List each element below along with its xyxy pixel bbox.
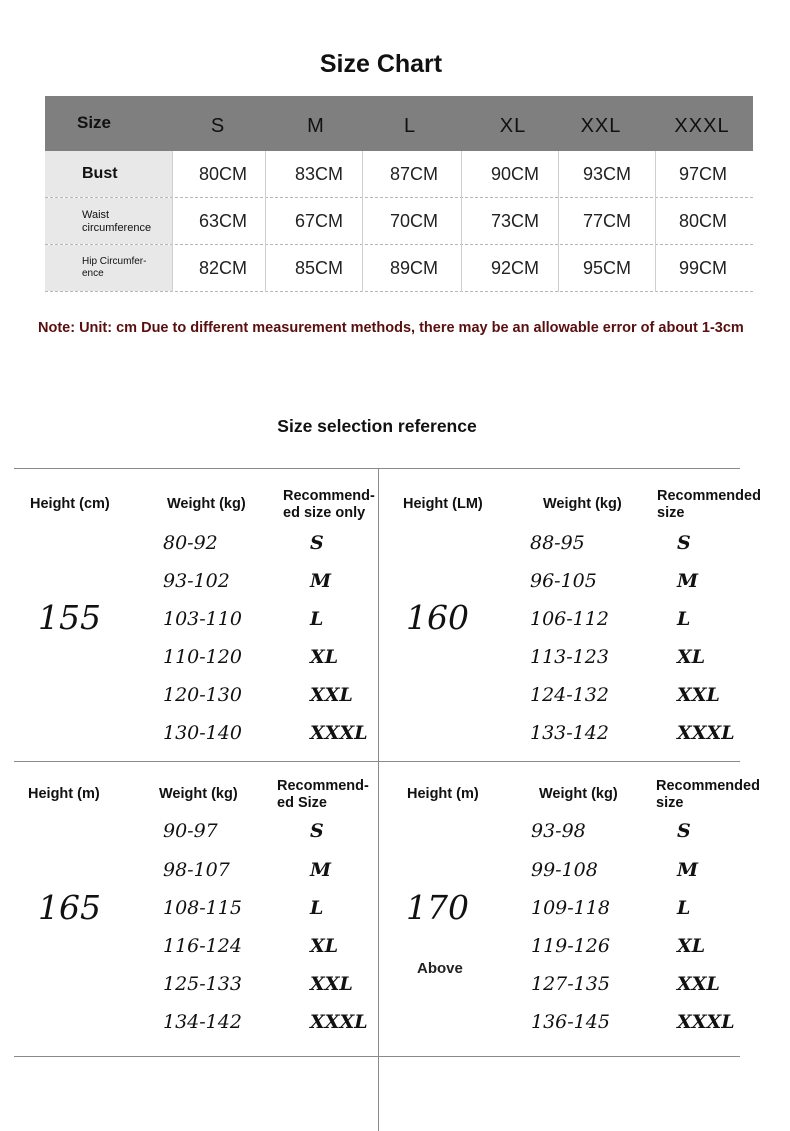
recommended-size: XXXL [310,1011,368,1033]
recommended-size: XXXL [677,1011,735,1033]
recommended-size: XL [677,646,706,668]
weight-range: 98-107 [163,859,230,881]
table-cell: 95CM [582,258,631,278]
recommended-size: M [677,570,699,592]
weight-range: 110-120 [163,646,242,668]
table-cell: 80CM [678,211,727,231]
table-cell: 87CM [389,164,438,184]
weight-range: 124-132 [530,684,609,706]
table-cell: 83CM [294,164,343,184]
weight-range: 120-130 [163,684,242,706]
row-label-cell [45,245,172,291]
recommended-size: XL [677,935,706,957]
size-chart-table [45,96,753,292]
weight-range: 113-123 [530,646,609,668]
row-label: Bust [82,165,118,182]
column-divider [461,151,462,292]
table-cell: 77CM [582,211,631,231]
weight-header: Weight (kg) [167,496,246,512]
weight-range: 88-95 [530,532,585,554]
recommended-size: XXXL [677,722,735,744]
column-divider [172,151,173,292]
recommended-size: XXXL [310,722,368,744]
height-value: 160 [406,598,469,637]
weight-header: Weight (kg) [543,496,622,512]
weight-header: Weight (kg) [539,786,618,802]
recommended-header: Recommend-ed Size [277,778,369,812]
row-label: Waist circumference [82,209,152,234]
column-divider [558,151,559,292]
table-cell: 97CM [678,164,727,184]
row-label: Hip Circumfer-ence [82,256,147,279]
weight-range: 134-142 [163,1011,242,1033]
recommended-size: M [310,570,332,592]
divider [378,469,379,1131]
weight-range: 125-133 [163,973,242,995]
weight-range: 80-92 [163,532,218,554]
column-divider [362,151,363,292]
column-divider [655,151,656,292]
weight-range: 106-112 [530,608,609,630]
weight-range: 93-102 [163,570,230,592]
recommended-size: XXL [310,684,353,706]
table-cell: 82CM [198,258,247,278]
size-header: L [403,115,417,137]
table-cell: 63CM [198,211,247,231]
weight-range: 130-140 [163,722,242,744]
size-chart-header-row [45,96,753,151]
weight-range: 116-124 [163,935,242,957]
table-row [45,198,753,245]
row-label-cell [45,198,172,244]
height-value: 155 [38,598,101,637]
table-cell: 70CM [389,211,438,231]
table-cell: 99CM [678,258,727,278]
height-header: Height (LM) [403,496,483,512]
height-value: 165 [38,888,101,927]
weight-header: Weight (kg) [159,786,238,802]
table-cell: 73CM [490,211,539,231]
recommended-size: XXL [677,973,720,995]
weight-range: 99-108 [531,859,598,881]
table-cell: 80CM [198,164,247,184]
weight-range: 136-145 [531,1011,610,1033]
size-header: XXXL [674,115,730,137]
recommended-size: L [677,608,691,630]
divider [14,1056,740,1057]
weight-range: 90-97 [163,820,218,842]
weight-range: 93-98 [531,820,586,842]
table-cell: 85CM [294,258,343,278]
height-note: Above [417,960,463,977]
weight-range: 103-110 [163,608,242,630]
recommended-size: M [677,859,699,881]
table-row [45,151,753,198]
size-column-label: Size [77,113,112,132]
size-header: XXL [580,115,622,137]
weight-range: 96-105 [530,570,597,592]
recommended-size: XL [310,646,339,668]
height-header: Height (m) [407,786,479,802]
recommended-size: S [310,820,324,842]
recommended-size: XXL [310,973,353,995]
recommended-size: XXL [677,684,720,706]
recommended-size: S [310,532,324,554]
size-header: S [210,115,226,137]
recommended-size: M [310,859,332,881]
weight-range: 127-135 [531,973,610,995]
table-row [45,245,753,292]
recommended-size: XL [310,935,339,957]
measurement-note: Note: Unit: cm Due to different measurement methods, there may be an allowable error of about 1-3cm [38,320,744,336]
divider [14,761,740,762]
table-cell: 90CM [490,164,539,184]
recommended-header: Recommended size [656,778,760,812]
size-header: XL [499,115,527,137]
height-header: Height (m) [28,786,100,802]
size-header: M [307,115,325,137]
divider [14,468,740,469]
weight-range: 108-115 [163,897,242,919]
recommended-header: Recommended size [657,488,761,522]
weight-range: 133-142 [530,722,609,744]
table-cell: 93CM [582,164,631,184]
recommended-size: L [310,608,324,630]
table-cell: 67CM [294,211,343,231]
page-title: Size Chart [319,50,443,78]
recommended-size: L [677,897,691,919]
row-label-cell [45,151,172,197]
weight-range: 119-126 [531,935,610,957]
recommended-size: L [310,897,324,919]
recommended-header: Recommend-ed size only [283,488,375,522]
table-cell: 92CM [490,258,539,278]
weight-range: 109-118 [531,897,610,919]
height-value: 170 [406,888,469,927]
section-title: Size selection reference [277,416,477,436]
column-divider [265,151,266,292]
recommended-size: S [677,820,691,842]
table-cell: 89CM [389,258,438,278]
recommended-size: S [677,532,691,554]
height-header: Height (cm) [30,496,110,512]
